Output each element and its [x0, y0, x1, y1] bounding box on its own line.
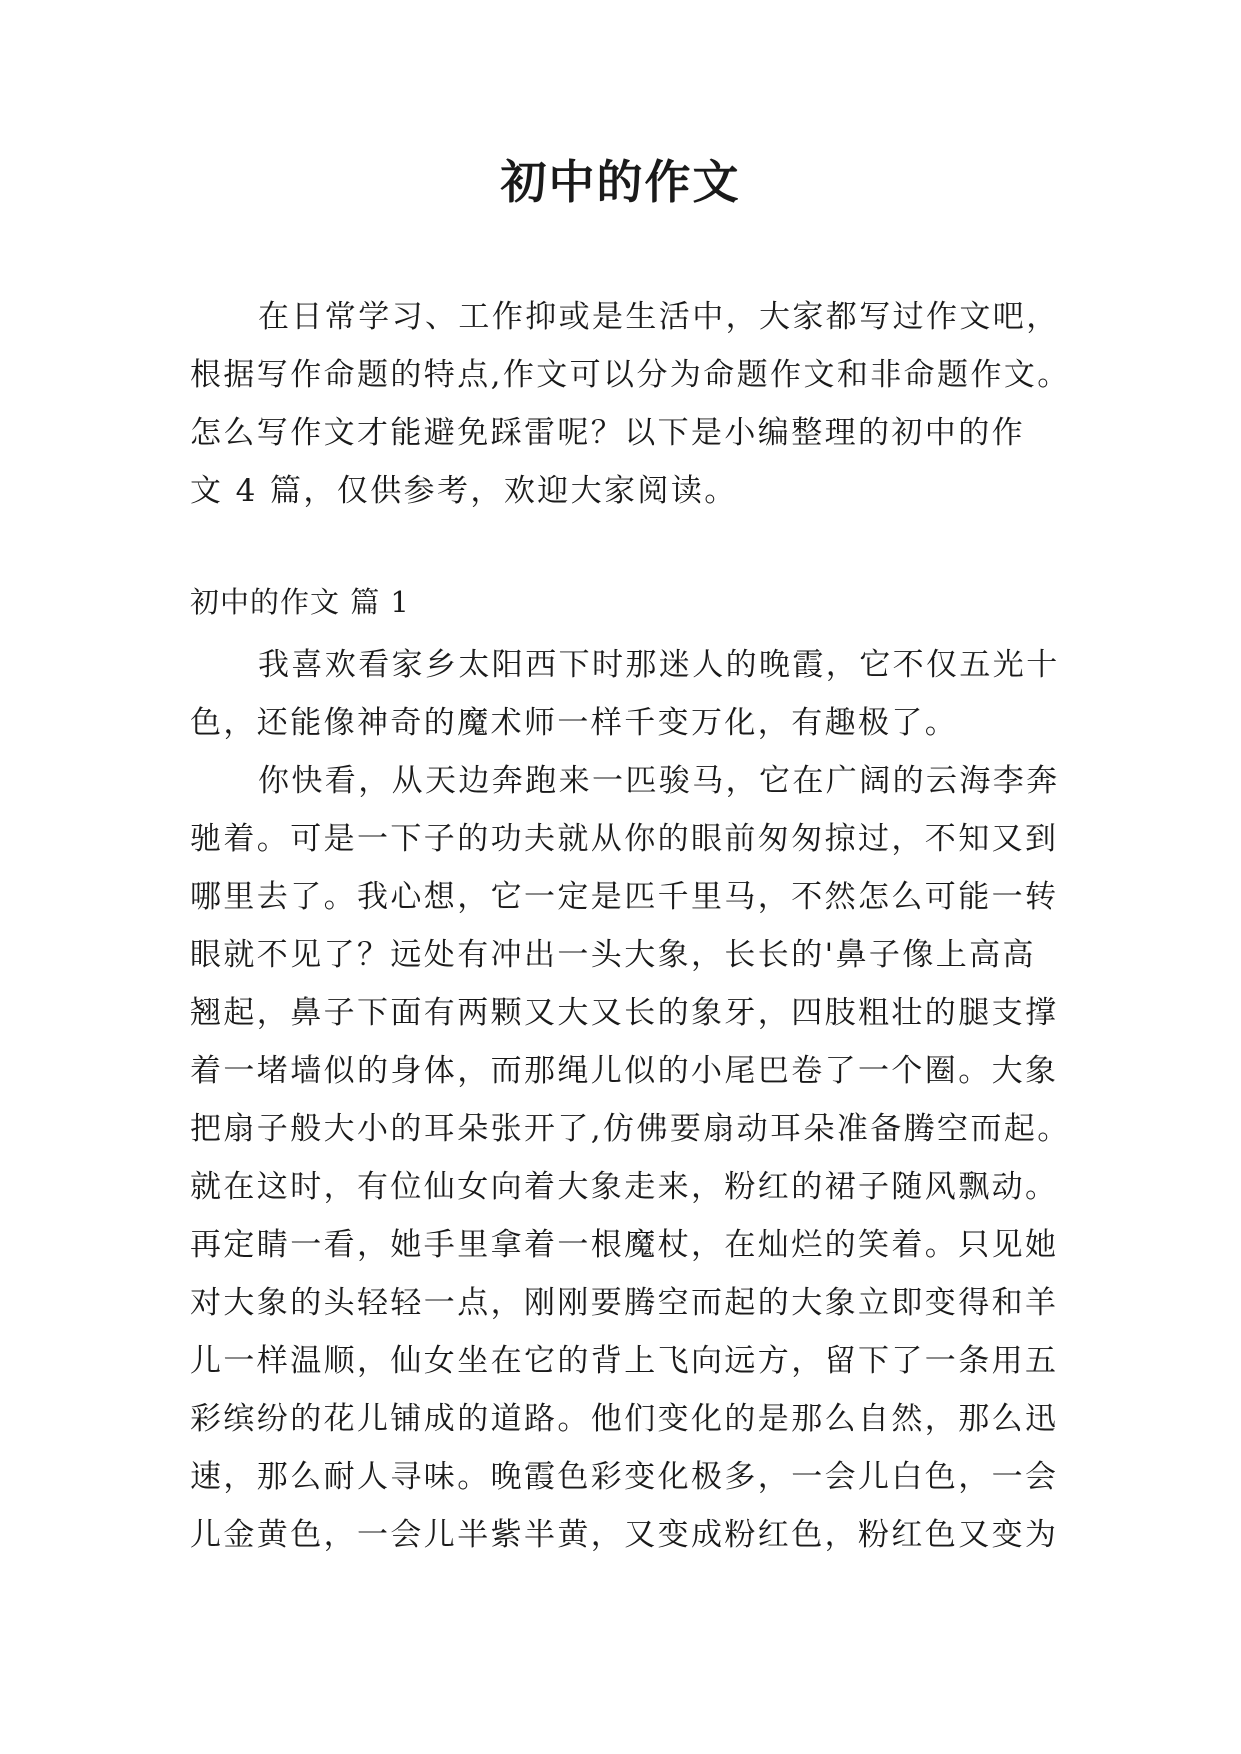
essay-line: 驰着。可是一下子的功夫就从你的眼前匆匆掠过，不知又到	[190, 821, 1059, 857]
essay-line: 对大象的头轻轻一点，刚刚要腾空而起的大象立即变得和羊	[190, 1285, 1059, 1321]
essay-line: 把扇子般大小的耳朵张开了,仿佛要扇动耳朵准备腾空而起。	[190, 1111, 1071, 1147]
essay-line: 着一堵墙似的身体，而那绳儿似的小尾巴卷了一个圈。大象	[190, 1053, 1059, 1089]
essay-line: 儿金黄色，一会儿半紫半黄，又变成粉红色，粉红色又变为	[190, 1517, 1059, 1553]
intro-line: 根据写作命题的特点,作文可以分为命题作文和非命题作文。	[190, 357, 1071, 393]
essay-body	[190, 636, 1071, 1564]
essay-line: 色，还能像神奇的魔术师一样千变万化，有趣极了。	[190, 705, 959, 741]
essay-line: 就在这时，有位仙女向着大象走来，粉红的裙子随风飘动。	[190, 1169, 1059, 1205]
essay-line: 我喜欢看家乡太阳西下时那迷人的晚霞，它不仅五光十	[258, 647, 1060, 683]
essay-line: 眼就不见了？远处有冲出一头大象，长长的'鼻子像上高高	[190, 937, 1036, 973]
intro-paragraph	[190, 288, 1071, 520]
document-title: 初中的作文	[500, 155, 741, 209]
essay-line: 哪里去了。我心想，它一定是匹千里马，不然怎么可能一转	[190, 879, 1059, 915]
essay-line: 再定睛一看，她手里拿着一根魔杖，在灿烂的笑着。只见她	[190, 1227, 1059, 1263]
essay-line: 速，那么耐人寻味。晚霞色彩变化极多，一会儿白色，一会	[190, 1459, 1059, 1495]
intro-line: 在日常学习、工作抑或是生活中，大家都写过作文吧，	[258, 299, 1060, 335]
intro-line: 怎么写作文才能避免踩雷呢？以下是小编整理的初中的作	[190, 415, 1025, 451]
section-heading: 初中的作文 篇 1	[190, 585, 410, 619]
essay-line: 儿一样温顺，仙女坐在它的背上飞向远方，留下了一条用五	[190, 1343, 1059, 1379]
essay-line: 翘起，鼻子下面有两颗又大又长的象牙，四肢粗壮的腿支撑	[190, 995, 1059, 1031]
essay-line: 彩缤纷的花儿铺成的道路。他们变化的是那么自然，那么迅	[190, 1401, 1059, 1437]
intro-line: 文 4 篇，仅供参考，欢迎大家阅读。	[190, 473, 738, 509]
essay-line: 你快看，从天边奔跑来一匹骏马，它在广阔的云海李奔	[258, 763, 1060, 799]
